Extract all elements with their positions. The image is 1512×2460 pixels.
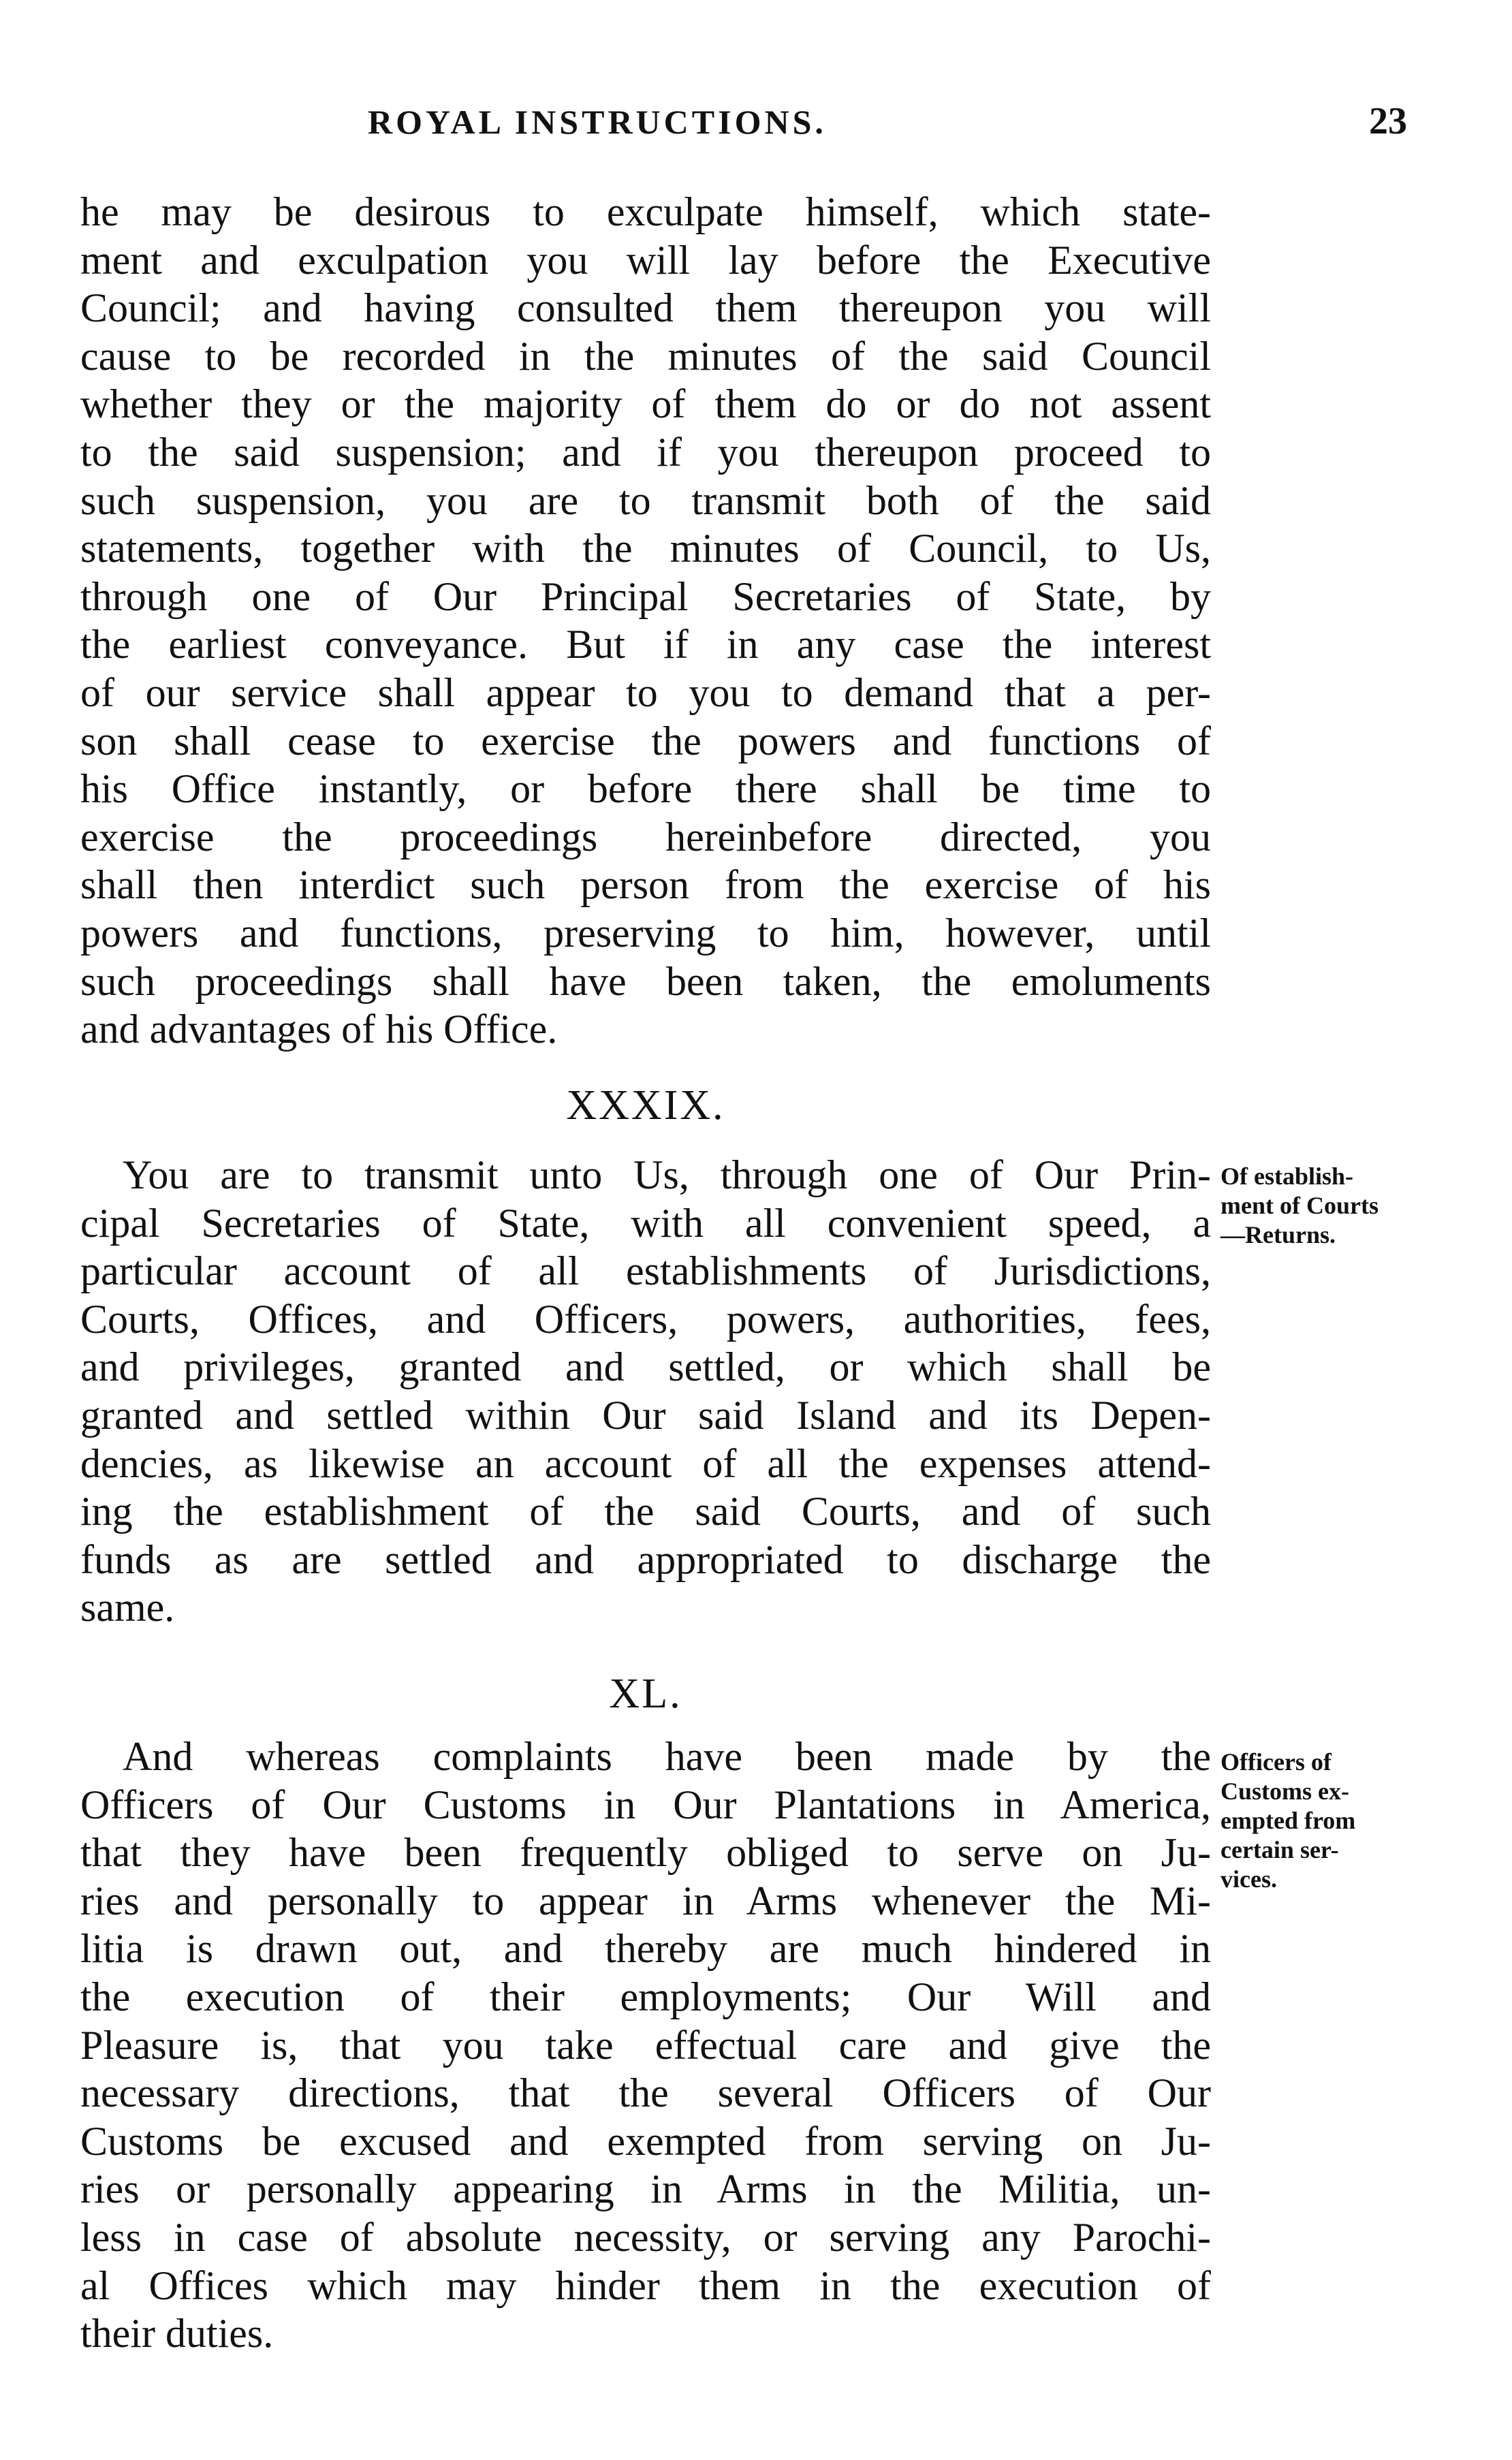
marginal-note-line: empted from [1220,1807,1356,1834]
marginal-note-line: Officers of [1220,1748,1332,1776]
text-line: he may be desirous to exculpate himself, which state- [80,189,1211,234]
section-xl-paragraph [80,1733,1211,2358]
text-line: of our service shall appear to you to demand that a per- [80,669,1211,715]
text-line: through one of Our Principal Secretaries of State, by [80,573,1211,619]
section-heading-xxxix: XXXIX. [566,1082,725,1129]
text-line: Officers of Our Customs in Our Plantations in America, [80,1782,1211,1827]
text-line: and privileges, granted and settled, or which shall be [80,1344,1211,1390]
text-line: statements, together with the minutes of Council, to Us, [80,526,1211,571]
text-line: Council; and having consulted them thereupon you will [80,285,1211,331]
section-xxxix-paragraph [80,1151,1211,1632]
text-line: And whereas complaints have been made by the [123,1734,1211,1779]
text-line: his Office instantly, or before there shall be time to [80,766,1211,812]
text-line: funds as are settled and appropriated to discharge the [80,1536,1211,1582]
text-line: their duties. [80,2311,274,2356]
continued-paragraph [80,188,1211,1054]
text-line: particular account of all establishments of Jurisdictions, [80,1248,1211,1294]
marginal-note-line: Customs ex- [1220,1778,1349,1805]
text-line: ing the establishment of the said Courts, and of such [80,1489,1211,1534]
marginal-note-line: Of establish- [1220,1163,1354,1190]
marginal-note-line: ment of Courts [1220,1192,1379,1219]
text-line: whether they or the majority of them do or do not assent [80,381,1211,427]
marginal-note-line: certain ser- [1220,1836,1339,1863]
text-line: the execution of their employments; Our Will and [80,1974,1211,2019]
text-line: exercise the proceedings hereinbefore directed, you [80,814,1211,860]
text-line: same. [80,1585,175,1630]
text-line: ment and exculpation you will lay before the Executive [80,237,1211,283]
text-line: such proceedings shall have been taken, the emoluments [80,958,1211,1004]
text-line: al Offices which may hinder them in the execution of [80,2262,1211,2308]
text-line: that they have been frequently obliged to serve on Ju- [80,1830,1211,1876]
text-line: ries and personally to appear in Arms whenever the Mi- [80,1878,1211,1923]
text-line: Customs be excused and exempted from serving on Ju- [80,2118,1211,2164]
text-line: and advantages of his Office. [80,1007,558,1052]
text-line: powers and functions, preserving to him, however, until [80,910,1211,956]
text-line: Pleasure is, that you take effectual care and give the [80,2022,1211,2068]
text-line: dencies, as likewise an account of all the expenses attend- [80,1440,1211,1486]
text-line: such suspension, you are to transmit both of the said [80,477,1211,523]
text-line: to the said suspension; and if you thereupon proceed to [80,429,1211,475]
marginal-note-customs-officers [1220,1748,1425,1894]
text-line: cipal Secretaries of State, with all convenient speed, a [80,1200,1211,1246]
text-line: cause to be recorded in the minutes of the said Council [80,333,1211,379]
text-line: litia is drawn out, and thereby are much hindered in [80,1926,1211,1972]
section-heading-xl: XL. [609,1671,682,1717]
text-line: the earliest conveyance. But if in any case the interest [80,622,1211,667]
text-line: son shall cease to exercise the powers and functions of [80,718,1211,763]
marginal-note-line: —Returns. [1220,1221,1336,1248]
text-line: ries or personally appearing in Arms in the Militia, un- [80,2166,1211,2212]
text-line: granted and settled within Our said Island and its Depen- [80,1392,1211,1438]
text-line: You are to transmit unto Us, through one of Our Prin- [123,1152,1211,1197]
running-title: ROYAL INSTRUCTIONS. [368,103,827,141]
text-line: Courts, Offices, and Officers, powers, authorities, fees, [80,1296,1211,1342]
page-number: 23 [1369,100,1407,142]
marginal-note-establishment-of-courts [1220,1162,1425,1250]
text-line: shall then interdict such person from the exercise of his [80,862,1211,908]
text-line: necessary directions, that the several Officers of Our [80,2070,1211,2116]
text-line: less in case of absolute necessity, or serving any Parochi- [80,2214,1211,2260]
marginal-note-line: vices. [1220,1865,1277,1893]
